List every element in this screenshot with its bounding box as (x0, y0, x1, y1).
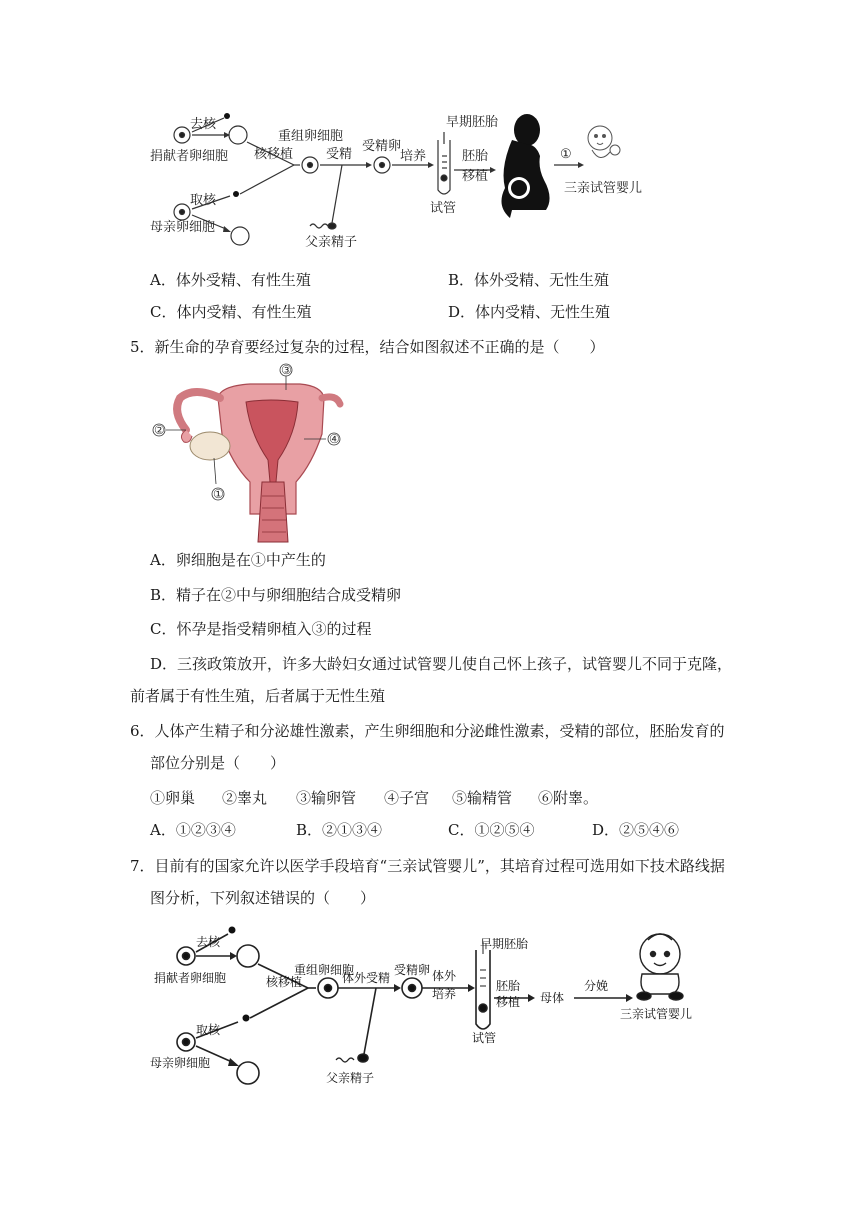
label-take-nucleus: 取核 (196, 1023, 221, 1037)
label-ivf: 体外受精 (342, 971, 391, 985)
q6-option-c: C．①②⑤④ (448, 821, 535, 839)
label-early-embryo: 早期胚胎 (480, 937, 529, 951)
label-delivery: 分娩 (584, 979, 609, 993)
q5-option-d-line2: 前者属于有性生殖，后者属于无性生殖 (130, 687, 386, 705)
diagram-three-parent-ivf-1 (150, 108, 660, 253)
fig-label-1: ① (213, 487, 224, 501)
female-reproductive-system-figure (150, 364, 360, 542)
label-take-nucleus: 取核 (190, 193, 217, 208)
enucleated-egg (229, 126, 247, 144)
q4-option-c: C．体内受精、有性生殖 (150, 303, 312, 321)
label-father-sperm: 父亲精子 (326, 1071, 375, 1085)
label-remove-nucleus: 去核 (190, 117, 217, 132)
label-recombined-egg: 重组卵细胞 (294, 963, 355, 977)
label-embryo-transfer-1: 胚胎 (496, 979, 521, 993)
q6-option-d: D．②⑤④⑥ (592, 821, 680, 839)
label-donor-egg: 捐献者卵细胞 (154, 971, 227, 985)
q6-item-2: ②睾丸 (222, 789, 268, 807)
q5-option-b: B．精子在②中与卵细胞结合成受精卵 (150, 586, 402, 604)
q6-stem-line2: 部位分别是（ ） (150, 754, 286, 772)
test-tube (476, 950, 490, 1029)
q7-stem-line2: 图分析，下列叙述错误的（ ） (150, 889, 376, 907)
q4-option-d: D．体内受精、无性生殖 (448, 303, 611, 321)
label-mother-body: 母体 (540, 991, 565, 1005)
baby-icon (588, 126, 620, 158)
label-nuclear-transfer: 核移植 (254, 147, 294, 162)
label-baby: 三亲试管婴儿 (564, 181, 643, 196)
baby-cartoon-icon (637, 934, 683, 1000)
label-culture: 培养 (400, 149, 427, 164)
test-tube (438, 140, 450, 194)
q6-item-6: ⑥附睾。 (538, 789, 599, 807)
label-donor-egg: 捐献者卵细胞 (150, 149, 229, 164)
q6-item-5: ⑤输精管 (452, 789, 513, 807)
label-embryo-transfer-2: 移植 (496, 995, 521, 1009)
q5-option-a: A．卵细胞是在①中产生的 (150, 551, 326, 569)
label-baby: 三亲试管婴儿 (620, 1007, 693, 1021)
label-father-sperm: 父亲精子 (305, 235, 358, 250)
q5-stem: 5．新生命的孕育要经过复杂的过程，结合如图叙述不正确的是（ ） (130, 338, 605, 356)
q5-option-d-line1: D．三孩政策放开，许多大龄妇女通过试管婴儿使自己怀上孩子，试管婴儿不同于克隆， (150, 655, 733, 673)
label-fertilization: 受精 (326, 147, 353, 162)
label-nuclear-transfer: 核移植 (266, 975, 303, 989)
q4-option-a: A．体外受精、有性生殖 (150, 271, 311, 289)
label-test-tube: 试管 (430, 201, 457, 216)
label-recombined-egg: 重组卵细胞 (278, 129, 344, 144)
label-test-tube: 试管 (472, 1031, 497, 1045)
ovary (190, 432, 230, 460)
q6-item-3: ③输卵管 (296, 789, 357, 807)
q6-item-4: ④子宫 (384, 789, 430, 807)
mother-egg-remnant (231, 227, 249, 245)
label-culture-2: 培养 (432, 987, 457, 1001)
fig-label-2: ② (154, 423, 165, 437)
label-remove-nucleus: 去核 (196, 935, 221, 949)
enucleated-egg (237, 945, 259, 967)
fig-label-4: ④ (329, 432, 340, 446)
label-early-embryo: 早期胚胎 (446, 115, 499, 130)
label-mother-egg: 母亲卵细胞 (150, 220, 216, 235)
label-embryo-transfer-2: 移植 (462, 169, 489, 184)
label-embryo-transfer-1: 胚胎 (462, 149, 489, 164)
q6-option-b: B．②①③④ (296, 821, 383, 839)
q6-option-a: A．①②③④ (150, 821, 236, 839)
pregnant-woman-silhouette (501, 114, 549, 218)
mother-egg-remnant (237, 1062, 259, 1084)
label-zygote: 受精卵 (362, 139, 402, 154)
q5-option-c: C．怀孕是指受精卵植入③的过程 (150, 620, 372, 638)
label-mother-egg: 母亲卵细胞 (150, 1056, 211, 1070)
diagram-three-parent-ivf-2 (140, 918, 720, 1090)
q4-option-b: B．体外受精、无性生殖 (448, 271, 610, 289)
q7-stem-line1: 7．目前有的国家允许以医学手段培育“三亲试管婴儿”，其培育过程可选用如下技术路线据 (130, 857, 725, 875)
label-step-mark: ① (560, 147, 572, 162)
label-culture-1: 体外 (432, 969, 457, 983)
fig-label-3: ③ (281, 363, 292, 377)
q6-stem-line1: 6．人体产生精子和分泌雄性激素，产生卵细胞和分泌雌性激素，受精的部位，胚胎发育的 (130, 722, 725, 740)
q6-item-1: ①卵巢 (150, 789, 196, 807)
label-zygote: 受精卵 (394, 963, 431, 977)
